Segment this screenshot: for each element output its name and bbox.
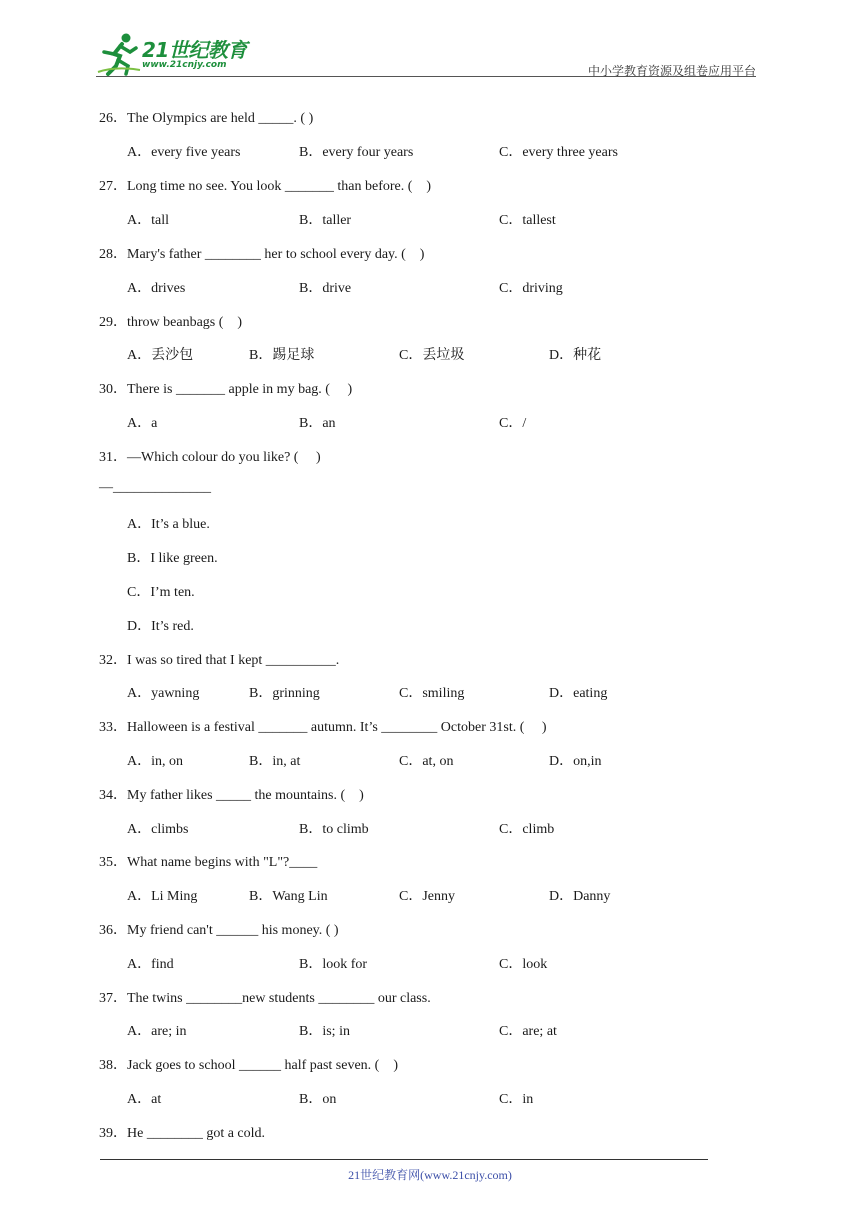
option-a: A．Li Ming xyxy=(127,889,198,904)
question-text: The twins ________new students ________ our class. xyxy=(127,991,431,1006)
option-c: C．tallest xyxy=(499,213,556,228)
option-a: A．tall xyxy=(127,213,169,228)
option-b: B．in, at xyxy=(249,754,301,769)
question-text: The Olympics are held _____. ( ) xyxy=(127,111,314,126)
option-c: C．every three years xyxy=(499,145,618,160)
question-number: 38． xyxy=(99,1058,127,1073)
question-text: —Which colour do you like? ( ) xyxy=(127,450,321,465)
option-d: D．eating xyxy=(549,686,608,701)
question-31 xyxy=(99,446,321,466)
question-text: There is _______ apple in my bag. ( ) xyxy=(127,382,353,397)
option-c: C．smiling xyxy=(399,686,465,701)
question-27 xyxy=(99,175,431,195)
question-number: 33． xyxy=(99,720,127,735)
question-33 xyxy=(99,716,547,736)
option-d: D．Danny xyxy=(549,889,611,904)
question-text: Mary's father ________ her to school every day. ( ) xyxy=(127,247,425,262)
option-c: C．look xyxy=(499,957,548,972)
question-39 xyxy=(99,1122,265,1142)
option-a: A．drives xyxy=(127,281,186,296)
option-a: A．in, on xyxy=(127,754,183,769)
runner-logo-icon xyxy=(96,32,142,76)
option-a: A．a xyxy=(127,416,158,431)
question-37 xyxy=(99,987,431,1007)
option-b: B．on xyxy=(299,1092,337,1107)
question-28 xyxy=(99,243,424,263)
footer-link[interactable]: 21世纪教育网(www.21cnjy.com) xyxy=(348,1168,512,1182)
option-a: A．every five years xyxy=(127,145,241,160)
answer-line: —______________ xyxy=(99,480,211,495)
question-32 xyxy=(99,649,339,669)
question-text: Halloween is a festival _______ autumn. It’s ________ October 31st. ( ) xyxy=(127,720,547,735)
option-b: B．an xyxy=(299,416,336,431)
option-a: A．丢沙包 xyxy=(127,348,194,363)
question-text: He ________ got a cold. xyxy=(127,1126,266,1141)
footer-divider xyxy=(100,1159,708,1160)
option-c: C．are; at xyxy=(499,1024,557,1039)
question-number: 37． xyxy=(99,991,127,1006)
question-number: 30． xyxy=(99,382,127,397)
option-b: B．every four years xyxy=(299,145,414,160)
option-a: A．It’s a blue. xyxy=(127,517,210,532)
site-logo xyxy=(96,32,266,76)
logo-url: www.21cnjy.com xyxy=(142,60,227,70)
question-number: 28． xyxy=(99,247,127,262)
question-number: 29． xyxy=(99,315,127,330)
question-29 xyxy=(99,311,242,331)
question-number: 34． xyxy=(99,788,127,803)
option-d: D．种花 xyxy=(549,348,602,363)
option-a: A．at xyxy=(127,1092,162,1107)
option-b: B．to climb xyxy=(299,822,369,837)
question-36 xyxy=(99,919,339,939)
question-35 xyxy=(99,851,317,871)
question-number: 32． xyxy=(99,653,127,668)
option-a: A．yawning xyxy=(127,686,200,701)
option-b: B．drive xyxy=(299,281,352,296)
option-b: B．taller xyxy=(299,213,352,228)
question-text: Jack goes to school ______ half past seven. ( ) xyxy=(127,1058,398,1073)
option-b: B．Wang Lin xyxy=(249,889,328,904)
logo-text: 21世纪教育 xyxy=(142,38,247,62)
option-b: B．grinning xyxy=(249,686,320,701)
question-text: My father likes _____ the mountains. ( ) xyxy=(127,788,364,803)
option-c: C．in xyxy=(499,1092,534,1107)
question-38 xyxy=(99,1054,398,1074)
question-number: 26． xyxy=(99,111,127,126)
option-c: C．I’m ten. xyxy=(127,585,195,600)
option-c: C．/ xyxy=(499,416,527,431)
option-d: D．It’s red. xyxy=(127,619,194,634)
question-30 xyxy=(99,378,352,398)
question-number: 35． xyxy=(99,855,127,870)
option-d: D．on,in xyxy=(549,754,602,769)
option-b: B．踢足球 xyxy=(249,348,315,363)
question-text: My friend can't ______ his money. ( ) xyxy=(127,923,339,938)
option-b: B．is; in xyxy=(299,1024,350,1039)
option-a: A．climbs xyxy=(127,822,189,837)
question-text: throw beanbags ( ) xyxy=(127,315,243,330)
question-number: 39． xyxy=(99,1126,127,1141)
option-a: A．are; in xyxy=(127,1024,187,1039)
question-text: Long time no see. You look _______ than before. ( ) xyxy=(127,179,432,194)
question-number: 31． xyxy=(99,450,127,465)
option-c: C．at, on xyxy=(399,754,454,769)
question-26 xyxy=(99,107,313,127)
platform-tagline: 中小学教育资源及组卷应用平台 xyxy=(587,64,756,78)
option-c: C．climb xyxy=(499,822,555,837)
option-a: A．find xyxy=(127,957,174,972)
question-34 xyxy=(99,784,364,804)
header-divider xyxy=(96,76,756,77)
page-header xyxy=(96,30,756,78)
question-number: 27． xyxy=(99,179,127,194)
option-b: B．look for xyxy=(299,957,368,972)
option-c: C．Jenny xyxy=(399,889,455,904)
question-text: I was so tired that I kept __________. xyxy=(127,653,340,668)
option-b: B．I like green. xyxy=(127,551,218,566)
question-text: What name begins with "L"?____ xyxy=(127,855,318,870)
question-number: 36． xyxy=(99,923,127,938)
option-c: C．driving xyxy=(499,281,563,296)
option-c: C．丢垃圾 xyxy=(399,348,465,363)
